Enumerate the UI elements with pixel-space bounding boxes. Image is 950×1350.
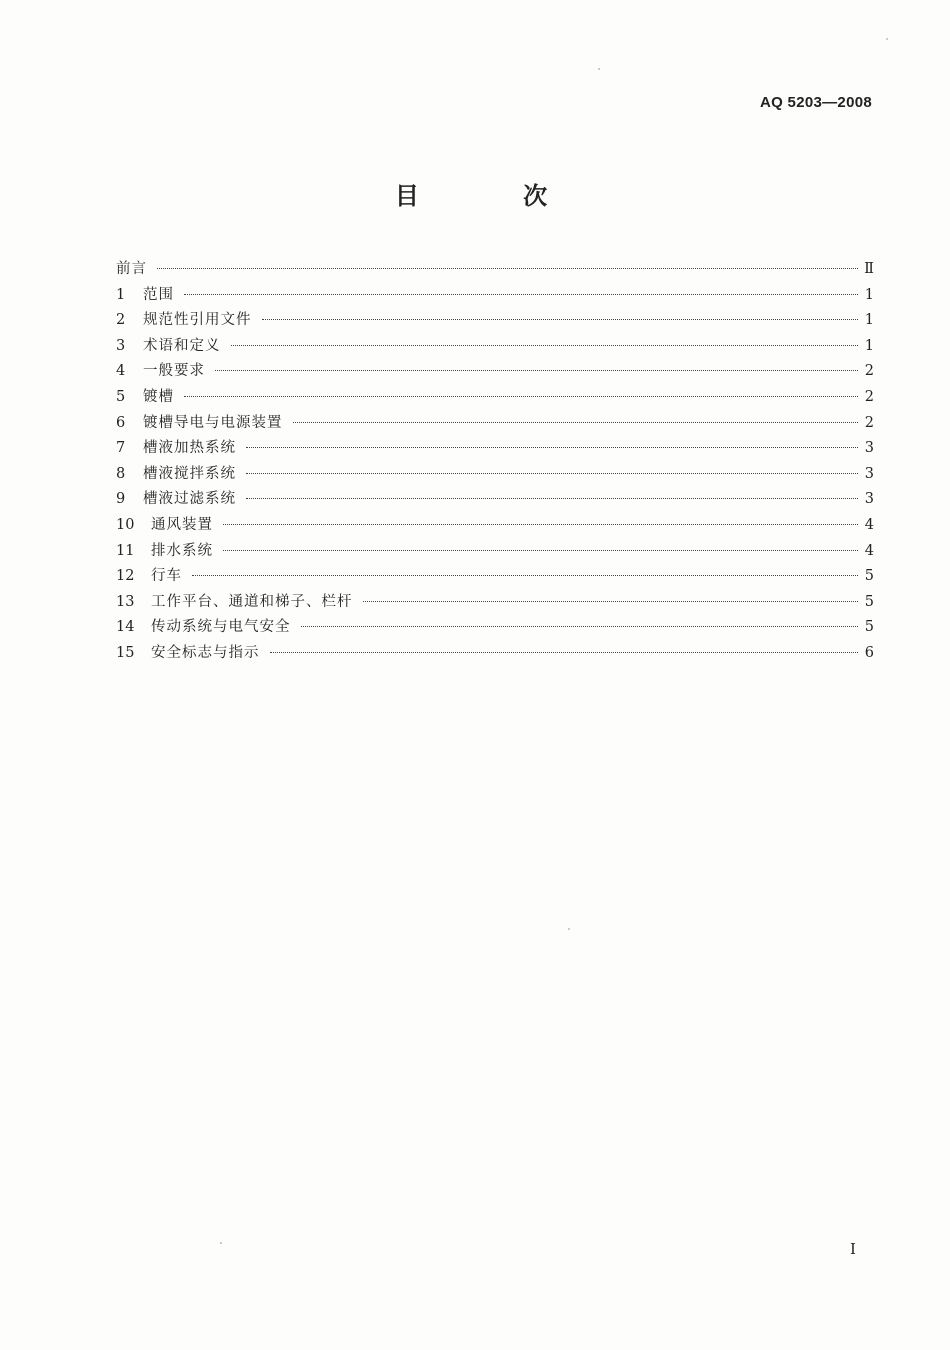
toc-entry[interactable] [116,334,874,360]
toc-entry-title: 镀槽导电与电源装置 [143,414,283,431]
toc-entry-page: 2 [864,388,874,405]
toc-entry-number: 5 [116,388,126,405]
scan-speck [886,38,888,40]
scan-speck [598,68,600,70]
leader-dots [270,652,859,653]
toc-entry-number: 8 [116,465,126,482]
toc-entry[interactable] [116,487,874,513]
toc-entry[interactable] [116,539,874,565]
leader-dots [157,268,858,269]
toc-entry-page: 3 [864,440,874,457]
toc-entry-page: 1 [864,286,874,303]
page-number: I [850,1240,856,1258]
toc-entry[interactable] [116,641,874,667]
leader-dots [246,447,858,448]
toc-entry-number: 9 [116,491,126,508]
toc-entry-title: 安全标志与指示 [151,644,260,661]
toc-entry-page: 4 [864,542,874,559]
toc-entry-title: 镀槽 [143,388,174,405]
toc-entry[interactable] [116,308,874,334]
leader-dots [184,396,858,397]
toc-entry[interactable] [116,590,874,616]
toc-entry-number: 3 [116,337,126,354]
toc-entry[interactable] [116,564,874,590]
toc-entry-title: 范围 [143,286,174,303]
toc-entry-foreword[interactable] [116,257,874,283]
toc-entry-number: 7 [116,440,126,457]
toc-entry-number: 13 [116,593,135,610]
toc-entry-page: 3 [864,491,874,508]
toc-entry-number: 4 [116,363,126,380]
leader-dots [223,550,858,551]
toc-entry[interactable] [116,462,874,488]
scan-speck [220,1242,222,1244]
toc-entry-title: 槽液搅拌系统 [143,465,236,482]
leader-dots [184,294,858,295]
leader-dots [192,575,858,576]
toc-entry-page: 2 [864,414,874,431]
leader-dots [231,345,859,346]
toc-entry-page: 1 [864,312,874,329]
leader-dots [215,370,858,371]
toc-entry-number: 14 [116,619,135,636]
toc-entry-page: 5 [864,568,874,585]
toc-entry-title: 通风装置 [151,516,213,533]
toc-entry[interactable] [116,615,874,641]
toc-entry[interactable] [116,513,874,539]
toc-entry-page: Ⅱ [864,261,874,277]
leader-dots [293,422,859,423]
leader-dots [246,473,858,474]
leader-dots [301,626,859,627]
toc-entry-number: 15 [116,644,135,661]
toc-entry-title: 一般要求 [143,363,205,380]
toc-entry-title: 传动系统与电气安全 [151,619,291,636]
toc-entry-title: 槽液过滤系统 [143,491,236,508]
toc-entry-title: 规范性引用文件 [143,312,252,329]
toc-entry[interactable] [116,359,874,385]
toc-entry-number: 6 [116,414,126,431]
toc-entry-title: 工作平台、通道和梯子、栏杆 [151,593,353,610]
leader-dots [246,498,858,499]
toc-entry-page: 1 [864,337,874,354]
toc-entry-page: 2 [864,363,874,380]
toc-entry-number: 12 [116,568,135,585]
toc-entry[interactable] [116,436,874,462]
standard-number: AQ 5203—2008 [759,94,872,111]
scan-speck [568,928,570,930]
toc-title: 目 次 [394,182,596,210]
toc-entry-number: 11 [116,542,135,559]
toc-entry-title: 前言 [116,261,147,277]
toc-entry-title: 术语和定义 [143,337,221,354]
toc-entry[interactable] [116,283,874,309]
toc-entry-title: 排水系统 [151,542,213,559]
table-of-contents [116,257,874,667]
toc-entry-page: 5 [864,619,874,636]
toc-entry-page: 5 [864,593,874,610]
toc-entry-number: 2 [116,312,126,329]
toc-entry[interactable] [116,411,874,437]
toc-entry-number: 10 [116,516,135,533]
toc-entry-title: 行车 [151,568,182,585]
leader-dots [262,319,859,320]
toc-entry-page: 6 [864,644,874,661]
toc-entry-page: 4 [864,516,874,533]
toc-entry[interactable] [116,385,874,411]
leader-dots [363,601,859,602]
toc-entry-number: 1 [116,286,126,303]
toc-entry-page: 3 [864,465,874,482]
toc-entry-title: 槽液加热系统 [143,440,236,457]
leader-dots [223,524,858,525]
